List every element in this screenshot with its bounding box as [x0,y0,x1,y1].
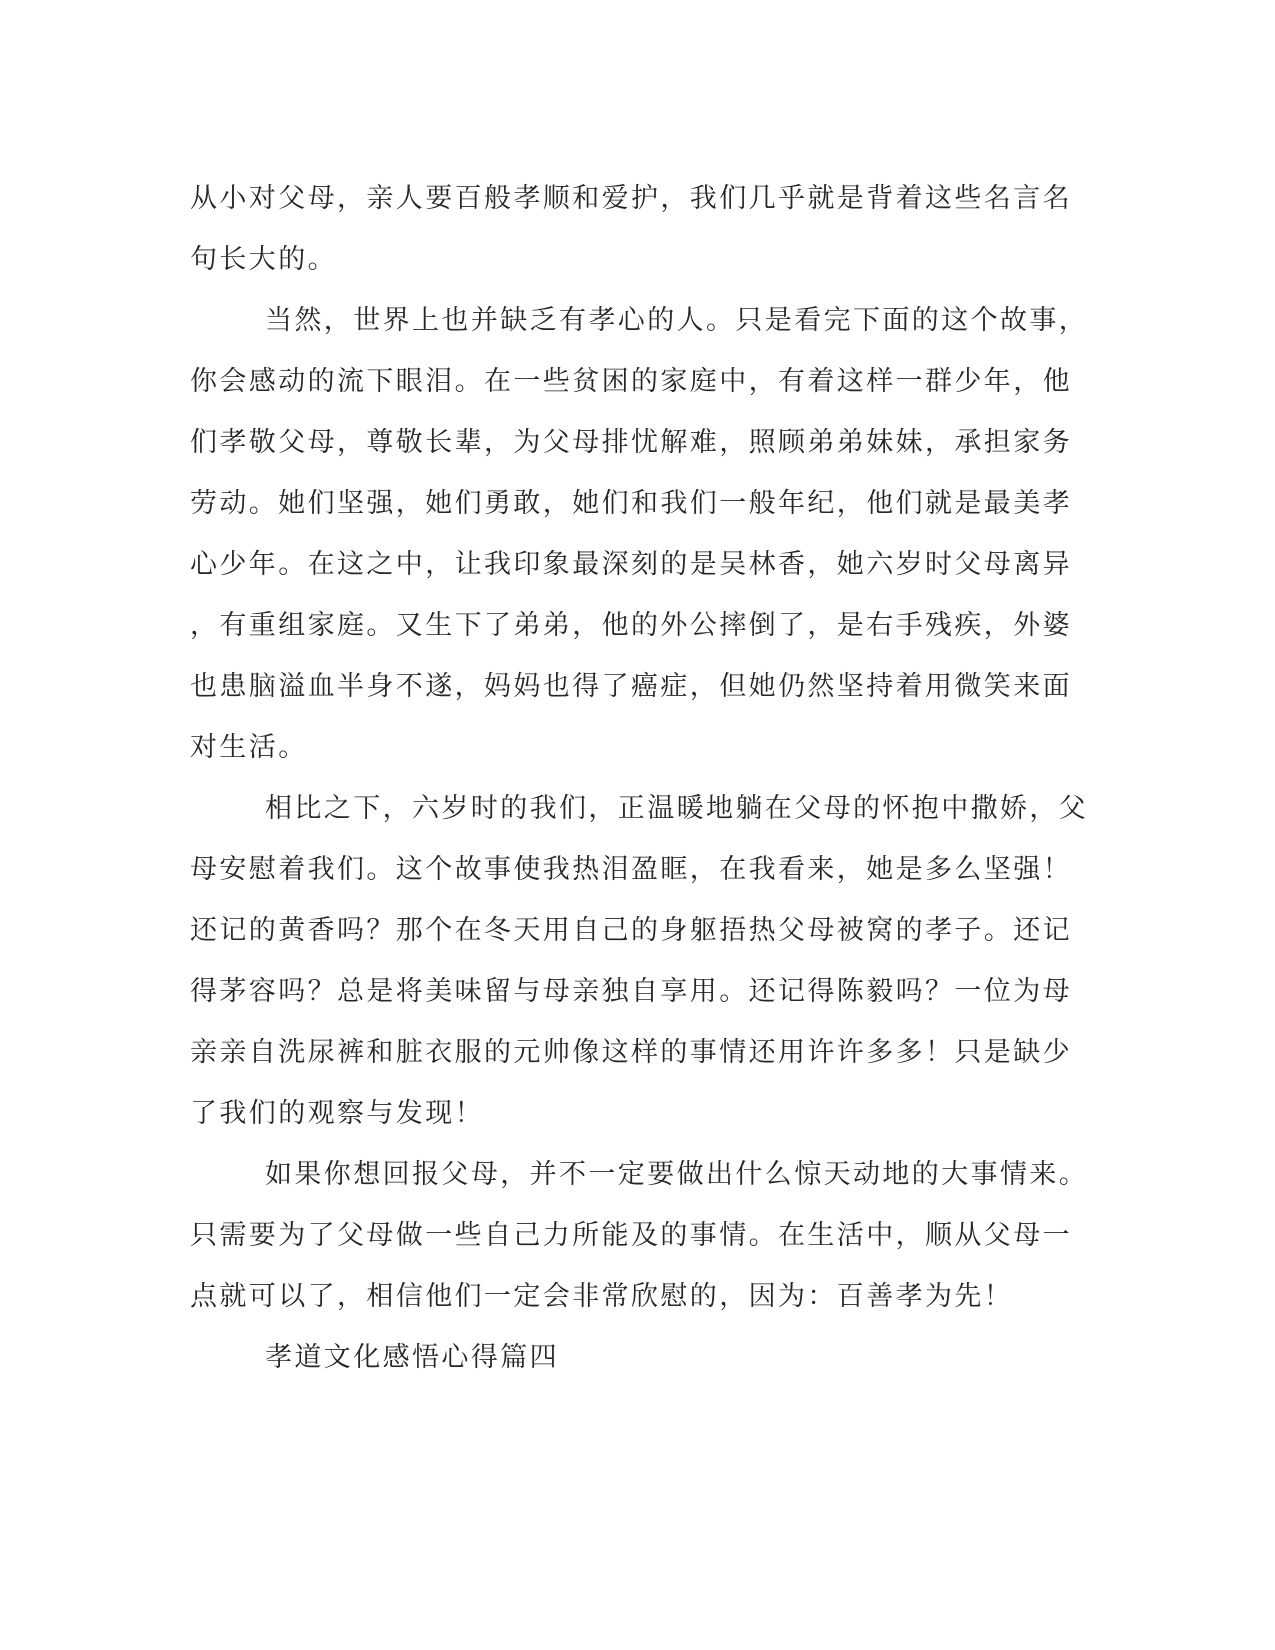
text-line: 了我们的观察与发现！ [190,1098,484,1129]
text-line: 得茅容吗？总是将美味留与母亲独自享用。还记得陈毅吗？一位为母 [190,976,1072,1007]
text-line: 对生活。 [190,732,308,763]
text-line: 也患脑溢血半身不遂，妈妈也得了癌症，但她仍然坚持着用微笑来面 [190,671,1072,702]
text-line: 只需要为了父母做一些自己力所能及的事情。在生活中，顺从父母一 [190,1220,1072,1251]
text-line: 还记的黄香吗？那个在冬天用自己的身躯捂热父母被窝的孝子。还记 [190,915,1072,946]
text-line: ，有重组家庭。又生下了弟弟，他的外公摔倒了，是右手残疾，外婆 [190,610,1072,641]
text-line: 亲亲自洗尿裤和脏衣服的元帅像这样的事情还用许许多多！只是缺少 [190,1037,1072,1068]
paragraph-first-line: 当然，世界上也并缺乏有孝心的人。只是看完下面的这个故事， [265,305,1089,336]
text-line: 点就可以了，相信他们一定会非常欣慰的，因为：百善孝为先！ [190,1281,1014,1312]
text-line: 句长大的。 [190,244,337,275]
text-line: 们孝敬父母，尊敬长辈，为父母排忧解难，照顾弟弟妹妹，承担家务 [190,427,1072,458]
paragraph-first-line: 相比之下，六岁时的我们，正温暖地躺在父母的怀抱中撒娇，父 [265,793,1089,824]
document-body [190,168,1089,1388]
text-line: 劳动。她们坚强，她们勇敢，她们和我们一般年纪，他们就是最美孝 [190,488,1072,519]
paragraph-first-line: 孝道文化感悟心得篇四 [265,1342,559,1373]
text-line: 你会感动的流下眼泪。在一些贫困的家庭中，有着这样一群少年，他 [190,366,1072,397]
text-line: 心少年。在这之中，让我印象最深刻的是吴林香，她六岁时父母离异 [190,549,1072,580]
text-line: 从小对父母，亲人要百般孝顺和爱护，我们几乎就是背着这些名言名 [190,183,1072,214]
text-line: 母安慰着我们。这个故事使我热泪盈眶，在我看来，她是多么坚强！ [190,854,1072,885]
paragraph-first-line: 如果你想回报父母，并不一定要做出什么惊天动地的大事情来。 [265,1159,1089,1190]
